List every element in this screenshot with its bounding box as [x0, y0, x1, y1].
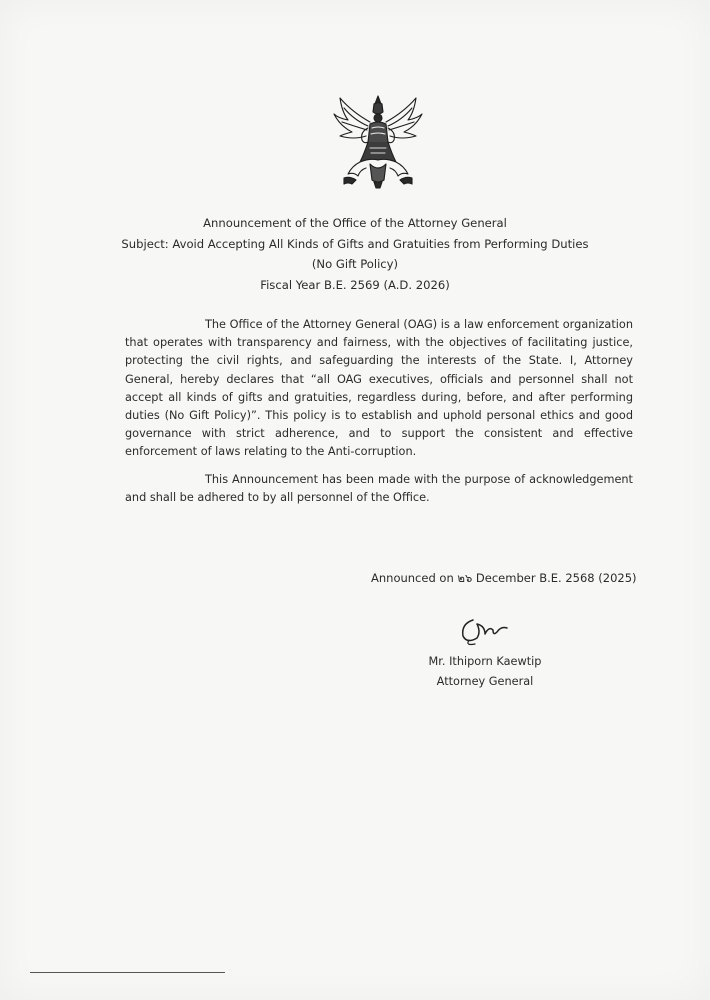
header-title: Announcement of the Office of the Attorney General	[203, 216, 507, 230]
handwritten-signature	[455, 610, 515, 648]
body-paragraph-2: This Announcement has been made with the purpose of acknowledgement and shall be adhered to by all personnel of the Office.	[125, 472, 633, 504]
header-policy-name: (No Gift Policy)	[311, 257, 399, 271]
signer-title: Attorney General	[436, 675, 534, 688]
announcement-header	[0, 213, 710, 295]
body-paragraph-1: The Office of the Attorney General (OAG) is a law enforcement organization that operates with transparency and fairness, with the objectives of facilitating justice, protecting the civil rights, and safeguarding the interests of the State. I, Attorney General, hereby declares that “all OAG executives, officials and personnel shall not accept all kinds of gifts and gratuities, regardless during, before, and after performing duties (No Gift Policy)”. This policy is to establish and uphold personal ethics and good governance with strict adherence, and to support the consistent and effective enforcement of laws relating to the Anti-corruption.	[125, 318, 633, 459]
signer-name: Mr. Ithiporn Kaewtip	[428, 655, 542, 668]
garuda-emblem-icon	[330, 92, 426, 190]
header-fiscal-year: Fiscal Year B.E. 2569 (A.D. 2026)	[260, 277, 450, 292]
announcement-body	[125, 316, 633, 507]
header-subject: Subject: Avoid Accepting All Kinds of Gifts and Gratuities from Performing Duties	[121, 236, 589, 251]
signer-block	[405, 652, 565, 692]
announcement-date: Announced on ๒๖ December B.E. 2568 (2025)	[371, 571, 637, 585]
footer-divider	[30, 972, 225, 973]
